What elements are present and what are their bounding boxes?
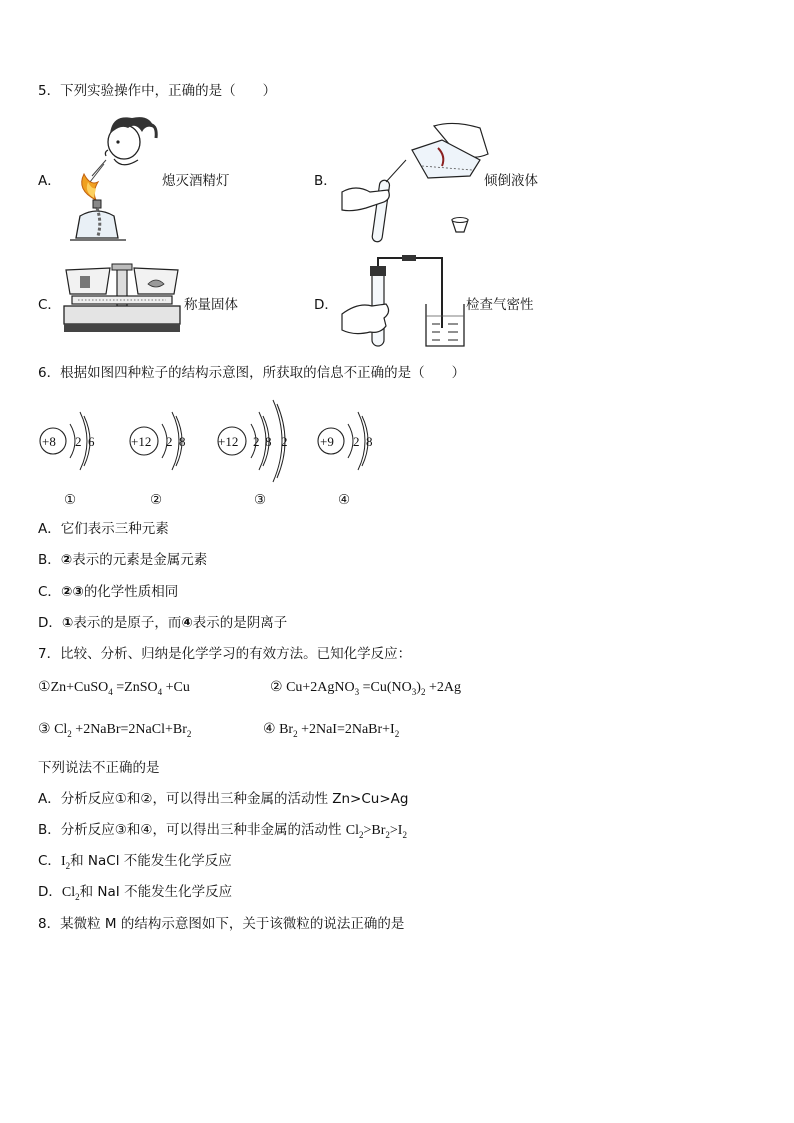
particle-1-label: ① <box>64 492 77 508</box>
q6-stem: 6．根据如图四种粒子的结构示意图，所获取的信息不正确的是（ ） <box>38 365 466 381</box>
particle-1-shell-1: 2 <box>75 434 82 449</box>
q6-option-d-letter: D． <box>38 615 62 631</box>
weigh-solid-illustration <box>62 262 182 340</box>
q6-option-d[interactable] <box>38 614 287 632</box>
reaction-4: ④ $Br_2$ $+2NaI=2NaBr+I_2$ <box>263 721 400 739</box>
q6-option-a-letter: A． <box>38 521 61 537</box>
q7-option-b-letter: B． <box>38 822 61 838</box>
q7-option-d-text: 和 NaI 不能发生化学反应 <box>79 884 233 900</box>
q7-option-d-letter: D． <box>38 884 62 900</box>
particle-2-shell-1: 2 <box>166 434 173 449</box>
q6-option-c-circle-3: ③ <box>72 584 84 600</box>
q7-option-a[interactable] <box>38 790 408 808</box>
q6-option-d-circle-1: ① <box>61 615 74 631</box>
reaction-1: ①Zn+CuSO$_4$ =ZnSO$_4$ +Cu <box>38 679 190 697</box>
q7-option-c-formula: $I_2$ <box>60 854 71 871</box>
q6-option-d-text-1: 表示的是原子，而 <box>73 615 182 631</box>
q7-option-b[interactable] <box>38 821 407 844</box>
q5-option-b-caption: 倾倒液体 <box>484 173 538 189</box>
particle-3-nucleus: +12 <box>218 434 239 449</box>
q7-option-d[interactable] <box>38 883 232 906</box>
pour-liquid-illustration <box>342 120 492 245</box>
reaction-3: ③ $Cl_2$ $+2NaBr=2NaCl+Br_2$ <box>38 721 192 739</box>
q7-option-d-formula: $Cl_2$ <box>61 885 80 902</box>
q6-option-a-text: 它们表示三种元素 <box>60 521 169 537</box>
particle-3-shell-1: 2 <box>253 434 260 449</box>
reaction-1-number: ① <box>38 679 51 695</box>
particle-1-nucleus: +8 <box>42 434 56 449</box>
reaction-2: ② Cu+2AgNO$_3$ $=Cu(NO_3)_2 +2Ag$ <box>270 679 461 697</box>
q7-option-a-letter: A． <box>38 791 61 807</box>
particle-2-nucleus: +12 <box>131 434 152 449</box>
reaction-4-number: ④ <box>263 721 276 737</box>
q6-option-a[interactable] <box>38 520 169 538</box>
particle-2-label: ② <box>150 492 163 508</box>
q6-option-d-text-2: 表示的是阴离子 <box>192 615 288 631</box>
q6-option-c-letter: C． <box>38 584 61 600</box>
reaction-3-number: ③ <box>38 721 51 737</box>
q7-prompt: 下列说法不正确的是 <box>38 760 160 776</box>
q6-option-b[interactable] <box>38 551 207 569</box>
q7-option-c[interactable] <box>38 852 232 875</box>
q8-stem: 8．某微粒 M 的结构示意图如下，关于该微粒的说法正确的是 <box>38 916 405 932</box>
q7-option-b-formula: $Cl_2>Br_2>I_2$ <box>345 823 407 840</box>
particle-1-shell-2: 6 <box>88 434 95 449</box>
particle-3-label: ③ <box>254 492 267 508</box>
check-airtightness-illustration <box>342 256 472 350</box>
q6-option-d-circle-4: ④ <box>181 615 193 631</box>
q6-option-b-letter: B． <box>38 552 61 568</box>
particle-3-shell-3: 2 <box>281 434 288 449</box>
q7-option-a-text: 分析反应①和②，可以得出三种金属的活动性 Zn>Cu>Ag <box>60 791 409 807</box>
q6-option-c-text: 的化学性质相同 <box>83 584 179 600</box>
q6-option-c[interactable] <box>38 583 178 601</box>
q5-option-a-letter[interactable]: A． <box>38 173 61 189</box>
q6-option-c-circle-2: ② <box>60 584 73 600</box>
q5-option-d-caption: 检查气密性 <box>466 297 534 313</box>
q5-stem: 5．下列实验操作中，正确的是（ ） <box>38 83 277 99</box>
q5-option-d-letter[interactable]: D． <box>314 297 338 313</box>
q7-option-b-text: 分析反应③和④，可以得出三种非金属的活动性 <box>60 822 346 838</box>
q5-option-a-caption: 熄灭酒精灯 <box>162 173 230 189</box>
q5-option-c-caption: 称量固体 <box>184 297 238 313</box>
q6-option-b-circle-2: ② <box>60 552 73 568</box>
particle-3-shell-2: 8 <box>265 434 272 449</box>
q6-option-b-text: 表示的元素是金属元素 <box>72 552 208 568</box>
q5-option-b-letter[interactable]: B． <box>314 173 337 189</box>
particle-4-nucleus: +9 <box>320 434 334 449</box>
q5-option-c-letter[interactable]: C． <box>38 297 61 313</box>
extinguish-lamp-illustration <box>62 112 162 252</box>
particle-4-label: ④ <box>338 492 351 508</box>
q7-option-c-letter: C． <box>38 853 61 869</box>
particle-2-shell-2: 8 <box>179 434 186 449</box>
particle-4-shell-1: 2 <box>353 434 360 449</box>
reaction-2-number: ② <box>270 679 283 695</box>
particle-4-shell-2: 8 <box>366 434 373 449</box>
q7-stem: 7．比较、分析、归纳是化学学习的有效方法。已知化学反应： <box>38 646 412 662</box>
q7-option-c-text: 和 NaCl 不能发生化学反应 <box>70 853 232 869</box>
